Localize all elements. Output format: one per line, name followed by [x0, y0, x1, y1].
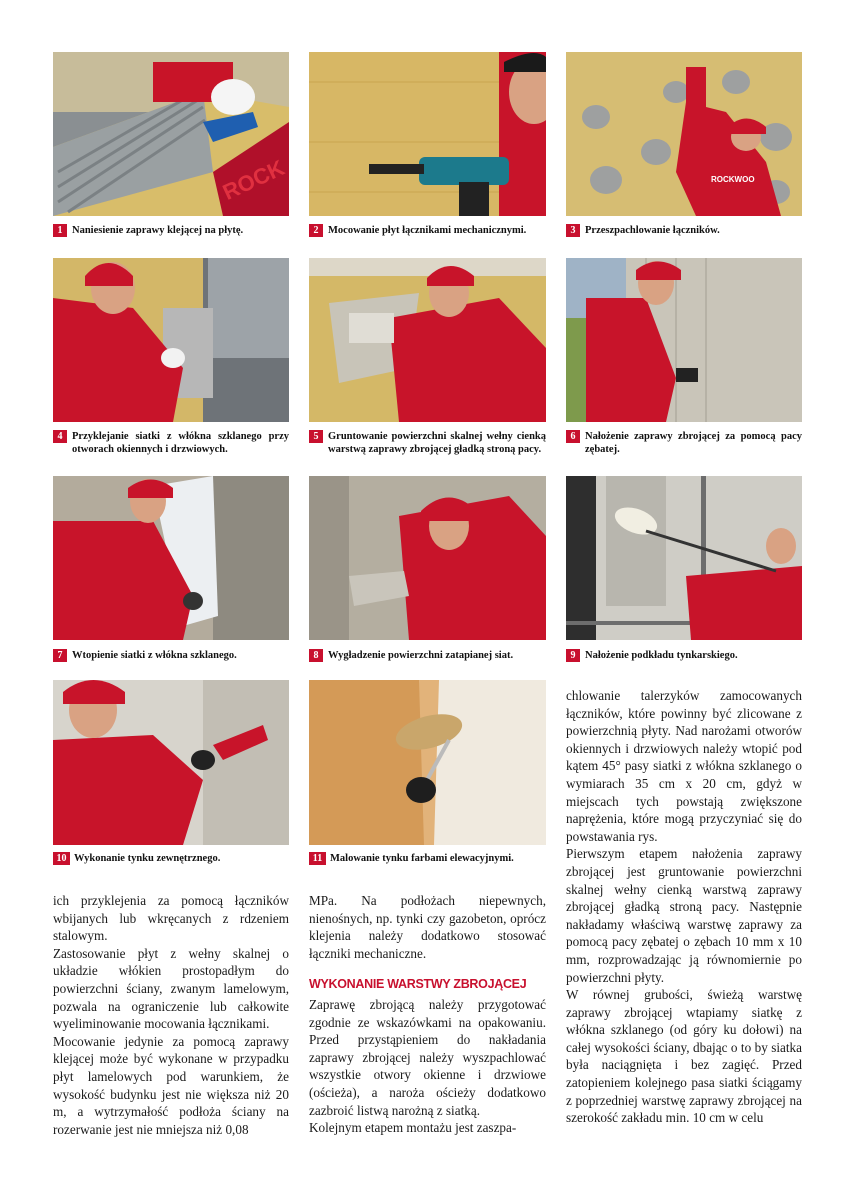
photo-step-8: [309, 476, 546, 640]
caption-step-11: [309, 852, 546, 866]
text-column-2: [309, 892, 546, 1137]
step-number-badge: 2: [309, 224, 323, 237]
caption-step-6: [566, 430, 802, 458]
step-number-badge: 11: [309, 852, 326, 865]
text-column-3: [566, 687, 802, 1127]
photo-step-9: [566, 476, 802, 640]
step-number-badge: 7: [53, 649, 67, 662]
paragraph: Mocowanie jedynie za pomocą zaprawy klejącej może być wykonane w przypadku płyt lamelowych pod warunkiem, że wysokość budynku jest nie większa niż 20 m, a wytrzymałość podłoża ściany na rozerwanie jest nie mniejsza niż 0,08: [53, 1033, 289, 1137]
caption-text: Nałożenie zaprawy zbrojącej za pomocą pacy zębatej.: [585, 431, 802, 455]
step-number-badge: 6: [566, 430, 580, 443]
photo-step-4: [53, 258, 289, 422]
caption-text: Nałożenie podkładu tynkarskiego.: [585, 650, 738, 661]
caption-step-4: [53, 430, 289, 458]
text-column-1: [53, 892, 289, 1138]
svg-text:ROCK: ROCK: [218, 154, 289, 205]
svg-text:ROCKWOO: ROCKWOO: [711, 175, 755, 184]
caption-text: Mocowanie płyt łącznikami mechanicznymi.: [328, 225, 527, 236]
caption-text: Wtopienie siatki z włókna szklanego.: [72, 650, 237, 661]
caption-step-2: [309, 224, 546, 238]
caption-step-8: [309, 649, 546, 663]
caption-step-7: [53, 649, 289, 663]
paragraph: MPa. Na podłożach niepewnych, nienośnych, np. tynki czy gazobeton, oprócz klejenia należy dodatkowo stosować łączniki mechaniczne.: [309, 893, 546, 961]
caption-text: Przeszpachlowanie łączników.: [585, 225, 720, 236]
caption-step-5: [309, 430, 546, 472]
caption-text: Gruntowanie powierzchni skalnej wełny cienką warstwą zaprawy zbrojącej gładką stroną pacy.: [328, 431, 546, 455]
photo-step-6: [566, 258, 802, 422]
step-number-badge: 8: [309, 649, 323, 662]
paragraph: chlowanie talerzyków zamocowanych łączników, które powinny być zlicowane z powierzchnią płyty. Nad narożami otworów okiennych i drzwiowych należy wtopić pod kątem 45° pasy siatki z włókna szklanego o wymiarach 35 cm x 20 cm, gdyż w miejscach tych powstają zwiększone naprężenia, które mogą przyczyniać się do powstawania rys.: [566, 688, 802, 844]
caption-text: Wykonanie tynku zewnętrznego.: [74, 853, 221, 864]
photo-step-5: [309, 258, 546, 422]
caption-step-9: [566, 649, 802, 663]
caption-text: Malowanie tynku farbami elewacyjnymi.: [330, 853, 514, 864]
photo-step-11: [309, 680, 546, 845]
step-number-badge: 9: [566, 649, 580, 662]
photo-step-7: [53, 476, 289, 640]
paragraph: Zaprawę zbrojącą należy przygotować zgodnie ze wskazówkami na opakowaniu. Przed przystąpieniem do nakładania zaprawy zbrojącej należy wyszpachlować wszystkie otwory okienne i drzwiowe (ościeża), a naroża ościeży dodatkowo zazbroić listwą narożną z siatką.: [309, 996, 546, 1118]
step-number-badge: 3: [566, 224, 580, 237]
step-number-badge: 4: [53, 430, 67, 443]
paragraph: ich przyklejenia za pomocą łączników wbijanych lub wkręcanych z rdzeniem stalowym.: [53, 893, 289, 944]
photo-step-1: [53, 52, 289, 216]
caption-text: Wygładzenie powierzchni zatapianej siat.: [328, 650, 514, 661]
caption-text: Przyklejanie siatki z włókna szklanego przy otworach okiennych i drzwiowych.: [72, 431, 289, 455]
step-number-badge: 10: [53, 852, 70, 865]
caption-step-1: [53, 224, 289, 238]
photo-step-2: [309, 52, 546, 216]
paragraph: Pierwszym etapem nałożenia zaprawy zbrojącej jest gruntowanie powierzchni skalnej wełny cienką warstwą zaprawy zbrojącej gładką stroną pacy. Następnie nakładamy właściwą warstwę zaprawy za pomocą pacy zębatej o zębach 10 mm x 10 mm, rozprowadzając ją równomiernie po powierzchni płyty.: [566, 846, 802, 985]
paragraph: Zastosowanie płyt z wełny skalnej o układzie włókien prostopadłym do powierzchni ściany, zwanym lamelowym, pozwala na ograniczenie lub całkowite wyeliminowanie mocowania łącznikami.: [53, 945, 289, 1032]
caption-step-10: [53, 852, 289, 866]
photo-step-3: [566, 52, 802, 216]
caption-step-3: [566, 224, 802, 238]
section-heading: WYKONANIE WARSTWY ZBROJĄCEJ: [309, 977, 527, 992]
step-number-badge: 1: [53, 224, 67, 237]
paragraph: Kolejnym etapem montażu jest zaszpa-: [309, 1120, 517, 1136]
photo-step-10: [53, 680, 289, 845]
paragraph: W równej grubości, świeżą warstwę zaprawy zbrojącej wtapiamy siatkę z włókna szklanego (od góry ku dołowi) na całej wysokości ściany, dbając o to by siatka była naciągnięta i bez zagięć. Przed zatopieniem kolejnego pasa siatki ściągamy z poprzedniej warstwę zaprawy zbrojącej na szerokość zakładu min. 10 cm w celu: [566, 987, 802, 1126]
caption-text: Naniesienie zaprawy klejącej na płytę.: [72, 225, 244, 236]
step-number-badge: 5: [309, 430, 323, 443]
